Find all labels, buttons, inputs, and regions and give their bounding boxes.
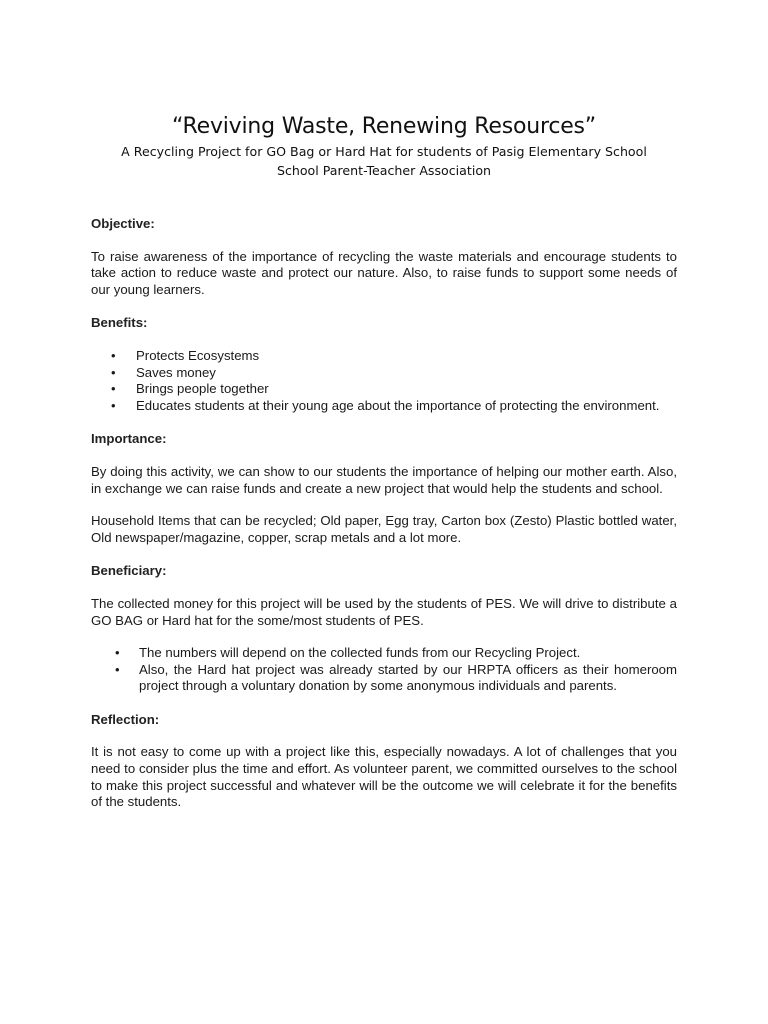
bullet-icon: • (111, 364, 116, 380)
reflection-text: It is not easy to come up with a project like this, especially nowadays. A lot of challenges that you need to consider plus the time and effort. As volunteer parent, we committed ourselves to the school to make this project successful and whatever will be the outcome we will celebrate it for the benefits of the students. (91, 744, 677, 810)
beneficiary-list (91, 645, 677, 695)
beneficiary-heading: Beneficiary: (91, 563, 167, 579)
list-item (91, 348, 677, 365)
list-item-text: Protects Ecosystems (136, 347, 260, 363)
beneficiary-text: The collected money for this project will be used by the students of PES. We will drive to distribute a GO BAG or Hard hat for the some/most students of PES. (91, 595, 677, 628)
document-body (91, 216, 677, 811)
list-item (91, 662, 677, 695)
benefits-list (91, 348, 677, 414)
reflection-heading: Reflection: (91, 711, 160, 727)
list-item (91, 645, 677, 662)
bullet-icon: • (115, 645, 120, 661)
document-title: “Reviving Waste, Renewing Resources” (171, 114, 597, 139)
objective-text: To raise awareness of the importance of recycling the waste materials and encourage students to take action to reduce waste and protect our nature. Also, to raise funds to support some needs of our young learners. (91, 248, 677, 297)
list-item-text: The numbers will depend on the collected funds from our Recycling Project. (139, 645, 581, 661)
list-item-text: Educates students at their young age about the importance of protecting the environment. (136, 397, 660, 413)
bullet-icon: • (111, 381, 116, 397)
document-subtitle-line2: School Parent-Teacher Association (276, 163, 492, 178)
list-item (91, 365, 677, 382)
bullet-icon: • (111, 347, 116, 363)
list-item-text: Also, the Hard hat project was already started by our HRPTA officers as their homeroom project through a voluntary donation by some anonymous individuals and parents. (139, 661, 677, 694)
importance-text: By doing this activity, we can show to our students the importance of helping our mother earth. Also, in exchange we can raise funds and create a new project that would help the students and school. (91, 463, 677, 496)
document-subtitle-line1: A Recycling Project for GO Bag or Hard Hat for students of Pasig Elementary School (121, 144, 647, 159)
list-item-text: Brings people together (136, 381, 269, 397)
list-item (91, 398, 677, 415)
bullet-icon: • (115, 661, 120, 677)
recyclable-items-text: Household Items that can be recycled; Old paper, Egg tray, Carton box (Zesto) Plastic bottled water, Old newspaper/magazine, copper, scrap metals and a lot more. (91, 513, 677, 545)
bullet-icon: • (111, 397, 116, 413)
importance-heading: Importance: (91, 431, 167, 447)
list-item (91, 381, 677, 398)
list-item-text: Saves money (136, 364, 216, 380)
benefits-heading: Benefits: (91, 315, 148, 331)
objective-heading: Objective: (91, 216, 155, 231)
